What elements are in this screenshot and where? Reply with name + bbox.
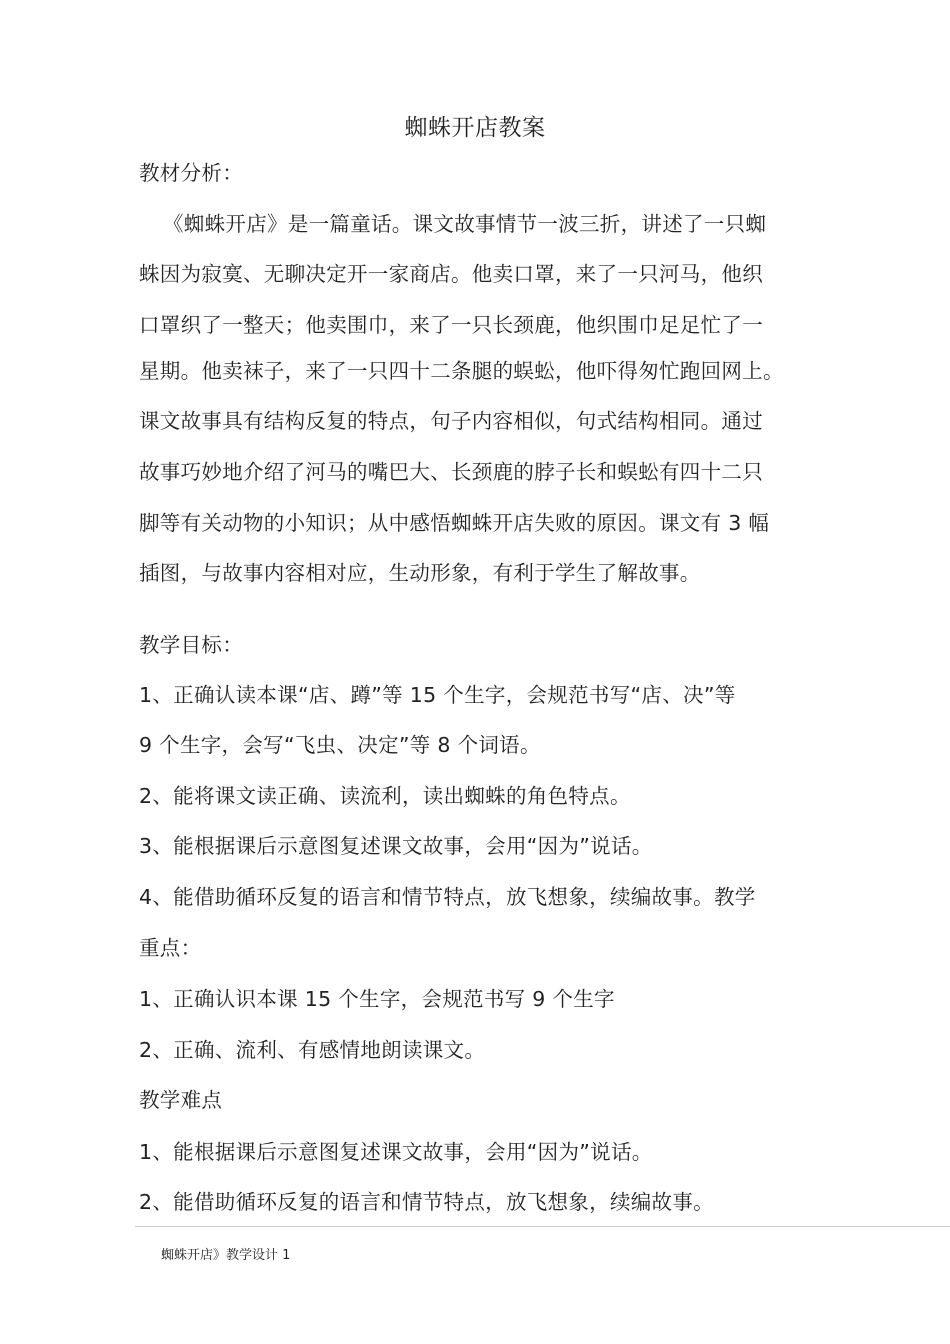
paragraph-line: 蛛因为寂寞、无聊决定开一家商店。他卖口罩，来了一只河马，他织 xyxy=(139,262,763,286)
paragraph-line: 插图，与故事内容相对应，生动形象，有利于学生了解故事。 xyxy=(139,561,701,585)
list-item: 1、正确认识本课 15 个生字，会规范书写 9 个生字 xyxy=(139,987,615,1011)
paragraph-line: 口罩织了一整天；他卖围巾，来了一只长颈鹿，他织围巾足足忙了一 xyxy=(139,313,763,337)
paragraph-line: 故事巧妙地介绍了河马的嘴巴大、长颈鹿的脖子长和蜈蚣有四十二只 xyxy=(139,460,763,484)
page-footer: 蜘蛛开店》教学设计 1 xyxy=(161,1248,291,1263)
section-heading-material-analysis: 教材分析： xyxy=(139,161,243,185)
section-heading-difficulties: 教学难点 xyxy=(139,1088,223,1112)
list-item: 3、能根据课后示意图复述课文故事，会用“因为”说话。 xyxy=(139,834,653,858)
section-heading-teaching-goals: 教学目标： xyxy=(139,633,243,657)
list-item: 1、能根据课后示意图复述课文故事，会用“因为”说话。 xyxy=(139,1140,653,1164)
list-item: 1、正确认读本课“店、蹲”等 15 个生字，会规范书写“店、决”等 xyxy=(139,683,736,707)
section-heading-key-points: 重点： xyxy=(139,936,202,960)
document-title: 蜘蛛开店教案 xyxy=(404,115,546,141)
list-item: 2、能借助循环反复的语言和情节特点，放飞想象，续编故事。 xyxy=(139,1190,714,1214)
paragraph-line: 脚等有关动物的小知识；从中感悟蜘蛛开店失败的原因。课文有 3 幅 xyxy=(139,511,770,535)
paragraph-line: 星期。他卖袜子，来了一只四十二条腿的蜈蚣，他吓得匆忙跑回网上。 xyxy=(139,359,784,383)
list-item: 4、能借助循环反复的语言和情节特点，放飞想象，续编故事。教学 xyxy=(139,885,756,909)
paragraph-line: 《蜘蛛开店》是一篇童话。课文故事情节一波三折，讲述了一只蜘 xyxy=(163,212,767,236)
list-item: 2、正确、流利、有感情地朗读课文。 xyxy=(139,1038,486,1062)
paragraph-line: 课文故事具有结构反复的特点，句子内容相似，句式结构相同。通过 xyxy=(139,409,763,433)
footer-divider xyxy=(135,1226,950,1227)
list-item: 9 个生字，会写“飞虫、决定”等 8 个词语。 xyxy=(139,733,541,757)
list-item: 2、能将课文读正确、读流利，读出蜘蛛的角色特点。 xyxy=(139,784,631,808)
